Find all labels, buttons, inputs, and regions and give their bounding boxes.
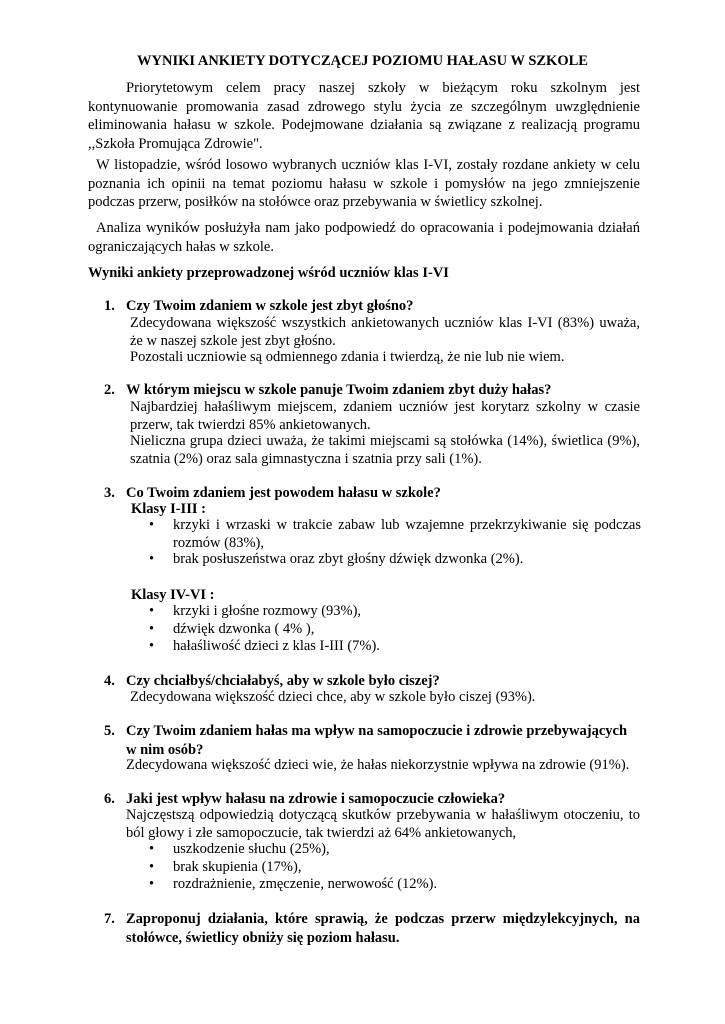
list-item: • uszkodzenie słuchu (25%), <box>149 841 330 857</box>
question-number: 6. <box>104 791 115 807</box>
list-item: • brak skupienia (17%), <box>149 859 302 875</box>
question-text: W którym miejscu w szkole panuje Twoim zdaniem zbyt duży hałas? <box>126 382 552 398</box>
question-number: 7. <box>104 911 115 927</box>
question-2 <box>104 381 640 400</box>
intro-paragraph-2: W listopadzie, wśród losowo wybranych uczniów klas I-VI, zostały rozdane ankiety w celu poznania ich opinii na temat poziomu hałasu w szkole i pomysłów na jego zmniejszenie podczas przerw, posiłków na stołówce oraz przebywania w świetlicy szkolnej. <box>88 157 640 210</box>
results-heading: Wyniki ankiety przeprowadzonej wśród uczniów klas I-VI <box>88 265 449 281</box>
answer-4: Zdecydowana większość dzieci chce, aby w szkole było ciszej (93%). <box>130 689 536 705</box>
answer-1b: Pozostali uczniowie są odmiennego zdania i twierdzą, że nie lub nie wiem. <box>130 349 565 365</box>
list-item: • dźwięk dzwonka ( 4% ), <box>149 621 315 637</box>
bullet-icon: • <box>149 551 155 567</box>
list-item: • krzyki i wrzaski w trakcie zabaw lub wzajemne przekrzykiwanie się podczas rozmów (83%), <box>149 517 641 551</box>
group-label-4-6: Klasy IV-VI : <box>131 587 215 603</box>
question-4 <box>104 672 640 691</box>
bullet-icon: • <box>149 603 155 619</box>
answer-6: Najczęstszą odpowiedzią dotyczącą skutków przebywania w hałaśliwym otoczeniu, to ból głowy i złe samopoczucie, tak twierdzi aż 64% ankietowanych, <box>126 807 640 841</box>
question-number: 5. <box>104 723 115 739</box>
answer-1a: Zdecydowana większość wszystkich ankietowanych uczniów klas I-VI (83%) uważa, że w naszej szkole jest zbyt głośno. <box>130 315 640 349</box>
page-title: WYNIKI ANKIETY DOTYCZĄCEJ POZIOMU HAŁASU W SZKOLE <box>137 53 588 69</box>
bullet-icon: • <box>149 841 155 857</box>
question-text: Czy chciałbyś/chciałabyś, aby w szkole było ciszej? <box>126 673 440 689</box>
bullet-icon: • <box>149 876 155 892</box>
question-text: Co Twoim zdaniem jest powodem hałasu w szkole? <box>126 485 441 501</box>
answer-5: Zdecydowana większość dzieci wie, że hałas niekorzystnie wpływa na zdrowie (91%). <box>126 757 630 773</box>
list-item: • krzyki i głośne rozmowy (93%), <box>149 603 362 619</box>
question-text: Jaki jest wpływ hałasu na zdrowie i samopoczucie człowieka? <box>126 791 506 807</box>
intro-paragraph-3: Analiza wyników posłużyła nam jako podpowiedź do opracowania i podejmowania działań ograniczających hałas w szkole. <box>88 220 640 255</box>
intro-paragraph-1: Priorytetowym celem pracy naszej szkoły w bieżącym roku szkolnym jest kontynuowanie promowania zasad zdrowego stylu życia ze szczególnym uwzględnienie eliminowania hałasu w szkole. Podejmowane działania są związane z realizacją programu ,,Szkoła Promująca Zdrowie". <box>88 80 640 152</box>
list-item: • hałaśliwość dzieci z klas I-III (7%). <box>149 638 380 654</box>
bullet-icon: • <box>149 859 155 875</box>
question-number: 3. <box>104 485 115 501</box>
question-number: 4. <box>104 673 115 689</box>
bullet-icon: • <box>149 638 155 654</box>
question-7 <box>104 910 640 947</box>
answer-2a: Najbardziej hałaśliwym miejscem, zdaniem uczniów jest korytarz szkolny w czasie przerw, tak twierdzi 85% ankietowanych. <box>130 399 640 433</box>
group-label-1-3: Klasy I-III : <box>131 501 206 517</box>
bullet-icon: • <box>149 517 155 533</box>
bullet-icon: • <box>149 621 155 637</box>
list-item: • rozdrażnienie, zmęczenie, nerwowość (12%). <box>149 876 438 892</box>
question-5 <box>104 722 640 759</box>
question-text: Czy Twoim zdaniem hałas ma wpływ na samopoczucie i zdrowie przebywających w nim osób? <box>126 723 628 758</box>
list-item: • brak posłuszeństwa oraz zbyt głośny dźwięk dzwonka (2%). <box>149 551 524 567</box>
question-6 <box>104 790 640 809</box>
answer-2b: Nieliczna grupa dzieci uważa, że takimi miejscami są stołówka (14%), świetlica (9%), szatnia (2%) oraz sala gimnastyczna i szatnia przy sali (1%). <box>130 433 640 467</box>
question-number: 2. <box>104 382 115 398</box>
question-1 <box>104 297 640 316</box>
question-text: Czy Twoim zdaniem w szkole jest zbyt głośno? <box>126 298 414 314</box>
question-number: 1. <box>104 298 115 314</box>
question-text: Zaproponuj działania, które sprawią, że podczas przerw międzylekcyjnych, na stołówce, świetlicy obniży się poziom hałasu. <box>126 911 640 946</box>
